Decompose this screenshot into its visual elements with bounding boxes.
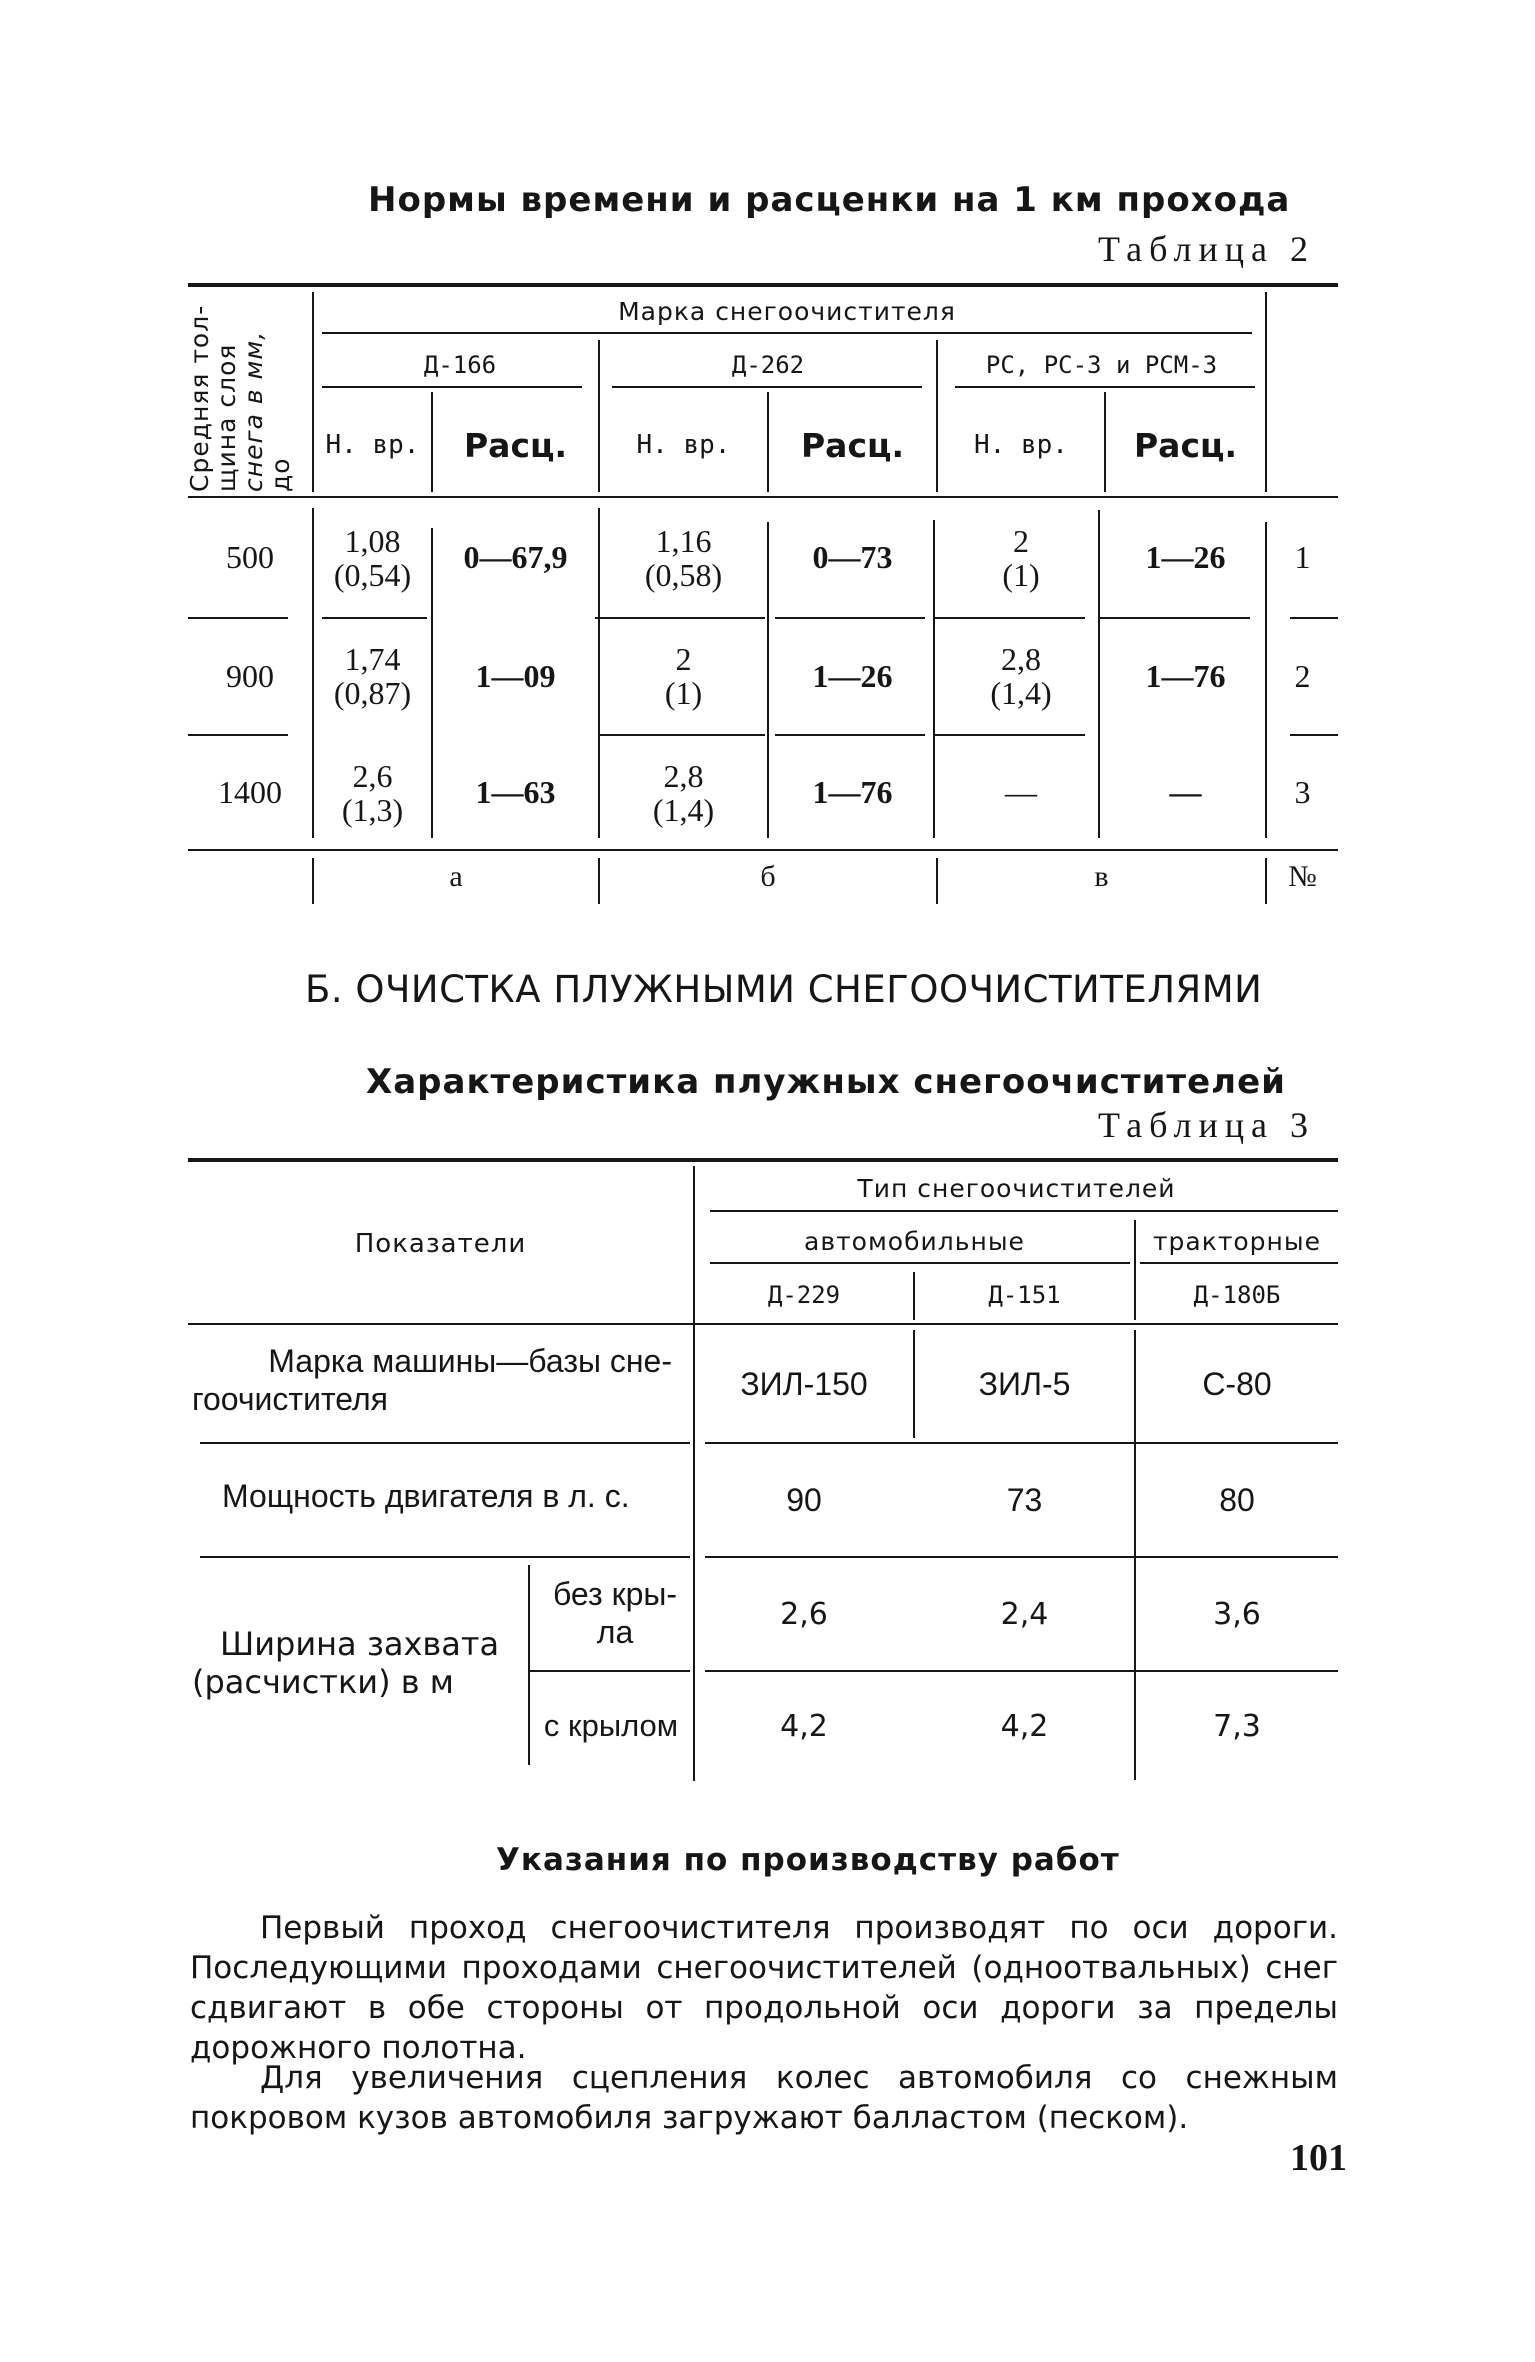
table2-label: Таблица 2 — [1098, 229, 1315, 269]
table2-row-rs-h: — — [1005, 774, 1037, 810]
table2-row-d262-h: 2 (1) — [664, 641, 703, 711]
table3-row3b-value: 4,2 — [1000, 1708, 1049, 1744]
table2-row-d262-h: 1,16 (0,58) — [644, 522, 723, 593]
table3-row1-value: ЗИЛ-5 — [978, 1365, 1071, 1402]
table3-model-d151: Д-151 — [988, 1281, 1061, 1309]
table2-footer-a: а — [449, 860, 463, 893]
table2-row-rs-r: — — [1169, 774, 1202, 810]
table2-row-rs-h: 2,8 (1,4) — [990, 641, 1052, 711]
instructions-paragraph-2: Для увеличения сцепления колес автомобиля со снежным покровом кузов автомобиля загружают балластом (песком). — [190, 2060, 1338, 2136]
table2-footer-c: в — [1094, 860, 1109, 893]
table2-row-d166-h: 1,08 (0,54) — [333, 522, 412, 593]
table3-model-d229: Д-229 — [767, 1281, 841, 1309]
table3-row1-label: Марка машины—базы сне- гоочистителя — [192, 1343, 672, 1417]
table2-group-header: Марка снегоочистителя — [618, 296, 956, 326]
table3-row3a-value: 2,4 — [1000, 1596, 1049, 1632]
table3-row1-value: ЗИЛ-150 — [740, 1365, 868, 1402]
table3-row3-label: Ширина захвата (расчистки) в м — [192, 1625, 500, 1701]
table2-row-d166-r: 1—09 — [475, 657, 556, 694]
table3-row2-value: 73 — [1006, 1481, 1043, 1518]
table2-row-d166-h: 1,74 (0,87) — [333, 641, 412, 711]
table3-col-indicators: Показатели — [354, 1228, 527, 1259]
table2-sub-r: Расц. — [800, 425, 904, 465]
table2-row-rs-h: 2 (1) — [1002, 522, 1040, 593]
table2-row-depth: 1400 — [218, 774, 282, 810]
table3-title: Характеристика плужных снегоочистителей — [366, 1062, 1286, 1102]
instructions-heading: Указания по производству работ — [496, 1842, 1120, 1878]
table2-row-d166-r: 0—67,9 — [463, 539, 568, 575]
table2-row-depth: 900 — [226, 657, 274, 694]
table2-row-d262-r: 1—76 — [812, 774, 893, 810]
table2-row-depth: 500 — [226, 539, 274, 575]
table3-row3a-value: 2,6 — [780, 1596, 828, 1632]
table3-tractor-header: тракторные — [1152, 1226, 1322, 1256]
table3-row3a-label: без кры- ла — [552, 1576, 678, 1650]
table2-row-num: 1 — [1294, 539, 1311, 575]
table2-sub-h: Н. вр. — [325, 430, 420, 460]
table3-row1-value: С-80 — [1202, 1365, 1272, 1402]
table2-depth-header: Средняя тол- щина слоя снега в мм, до — [185, 304, 295, 492]
table2-machine-d262: Д-262 — [731, 351, 805, 379]
table3-row3a-value: 3,6 — [1213, 1596, 1261, 1632]
table2-row-d166-r: 1—63 — [475, 774, 556, 810]
table3-row3b-value: 4,2 — [780, 1708, 828, 1744]
table2-row-num: 2 — [1294, 657, 1311, 694]
table2-title: Нормы времени и расценки на 1 км прохода — [368, 180, 1291, 220]
page-number: 101 — [1290, 2137, 1347, 2179]
table2-row-rs-r: 1—76 — [1145, 657, 1226, 694]
table2-machine-d166: Д-166 — [423, 351, 497, 379]
table3-row2-value: 80 — [1219, 1481, 1255, 1518]
table2-footer-num: № — [1288, 860, 1317, 893]
instructions-paragraph-1: Первый проход снегоочистителя производят по оси дороги. Последующими проходами снегоочистителей (одноотвальных) снег сдвигают в обе стороны от продольной оси дороги за пределы дорожного полотна. — [190, 1910, 1338, 2066]
table3-label: Таблица 3 — [1098, 1105, 1315, 1145]
table3-model-d180b: Д-180Б — [1193, 1281, 1281, 1309]
table2-row-rs-r: 1—26 — [1145, 539, 1226, 575]
table3-type-header: Тип снегоочистителей — [857, 1173, 1176, 1203]
table2-row-d166-h: 2,6 (1,3) — [341, 757, 404, 828]
table2-sub-r: Расц. — [1133, 425, 1237, 465]
table2-footer-b: б — [760, 860, 776, 893]
table2-sub-r: Расц. — [463, 425, 567, 465]
table2-row-num: 3 — [1294, 774, 1311, 810]
table3-row2-label: Мощность двигателя в л. с. — [222, 1478, 630, 1514]
table2-machine-rs: РС, РС-3 и РСМ-3 — [985, 351, 1218, 379]
table2-sub-h: Н. вр. — [974, 430, 1068, 460]
table2-row-d262-r: 0—73 — [812, 539, 893, 575]
section-heading: Б. ОЧИСТКА ПЛУЖНЫМИ СНЕГООЧИСТИТЕЛЯМИ — [305, 968, 1263, 1011]
table3-auto-header: автомобильные — [804, 1226, 1025, 1256]
table2-row-d262-r: 1—26 — [812, 657, 893, 694]
table2-sub-h: Н. вр. — [636, 430, 731, 460]
table3-row3b-value: 7,3 — [1213, 1708, 1261, 1744]
table3-row3b-label: с крылом — [543, 1708, 679, 1743]
table3-row2-value: 90 — [786, 1481, 822, 1518]
table2-row-d262-h: 2,8 (1,4) — [652, 757, 715, 828]
